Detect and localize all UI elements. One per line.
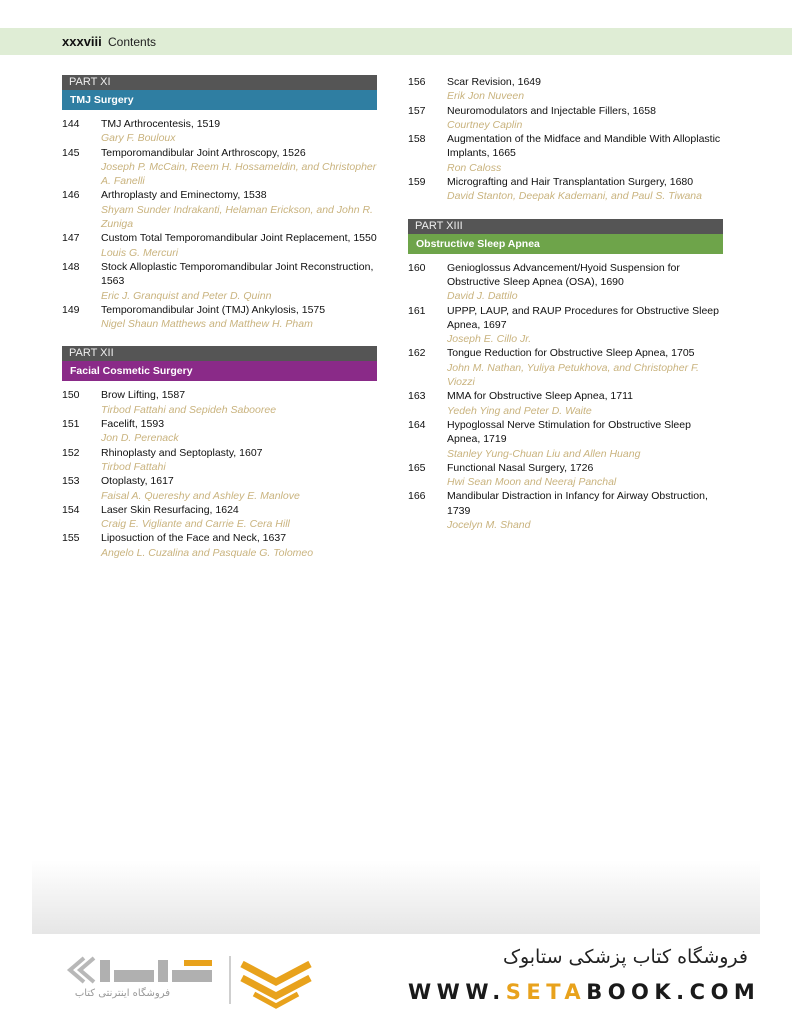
chapter-title: Micrografting and Hair Transplantation Surgery, 1680: [447, 176, 694, 189]
chapter-title: Liposuction of the Face and Neck, 1637: [101, 532, 287, 545]
chapter-title: Otoplasty, 1617: [101, 475, 174, 488]
url-part: B: [586, 980, 608, 1004]
setabook-logo: [64, 954, 314, 1010]
chapter-title: Tongue Reduction for Obstructive Sleep Apnea, 1705: [447, 347, 695, 360]
chapter-authors: Eric J. Granquist and Peter D. Quinn: [101, 289, 272, 302]
chapter-title: Custom Total Temporomandibular Joint Replacement, 1550: [101, 232, 377, 245]
chapter-authors: Hwi Sean Moon and Neeraj Panchal: [447, 476, 617, 489]
chapter-number: 153: [62, 475, 80, 488]
chapter-number: 148: [62, 260, 80, 273]
chapter-number: 146: [62, 189, 80, 202]
chapter-authors: Joseph E. Cillo Jr.: [447, 333, 532, 346]
part-label: PART XIII: [408, 219, 723, 234]
part-title: Obstructive Sleep Apnea: [408, 234, 723, 254]
chapter-authors: David Stanton, Deepak Kademani, and Paul S. Tiwana: [447, 190, 702, 203]
chapter-authors: Jon D. Perenack: [101, 432, 179, 445]
chapter-number: 156: [408, 76, 426, 88]
chapter-title: Scar Revision, 1649: [447, 76, 541, 88]
chapter-number: 152: [62, 446, 80, 459]
chapter-title: Temporomandibular Joint (TMJ) Ankylosis, 1575: [101, 303, 326, 316]
left-column: [62, 75, 377, 560]
chapter-title: Arthroplasty and Eminectomy, 1538: [101, 189, 267, 202]
chapter-title: Laser Skin Resurfacing, 1624: [101, 503, 239, 516]
chapter-title: Temporomandibular Joint Arthroscopy, 1526: [101, 146, 306, 159]
toc-entry: [62, 388, 377, 417]
chapter-title: Rhinoplasty and Septoplasty, 1607: [101, 446, 263, 459]
chapter-number: 149: [62, 303, 80, 316]
part-label: PART XII: [62, 346, 377, 361]
toc-entry: [62, 188, 377, 231]
toc-entry: [408, 132, 723, 175]
chapter-number: 150: [62, 389, 80, 402]
toc-entry: [408, 175, 723, 204]
chapter-number: 151: [62, 418, 80, 431]
logo-subtitle: فروشگاه اینترنتی کتاب: [74, 988, 170, 999]
part-header: [62, 75, 377, 110]
toc-entry: [408, 104, 723, 133]
chapter-title: Stock Alloplastic Temporomandibular Joint Reconstruction, 1563: [101, 260, 374, 288]
url-part: WWW.: [408, 980, 506, 1004]
toc-entry: [408, 389, 723, 418]
toc-entry: [62, 417, 377, 446]
chapter-authors: Gary F. Bouloux: [101, 132, 176, 145]
chapter-authors: Nigel Shaun Matthews and Matthew H. Pham: [101, 318, 313, 331]
toc-entry: [62, 231, 377, 260]
toc-entry: [408, 461, 723, 490]
toc-entry: [408, 75, 723, 104]
chapter-number: 155: [62, 532, 80, 545]
running-head: Contents: [108, 35, 157, 49]
toc-entry: [62, 260, 377, 303]
chapter-title: Genioglossus Advancement/Hyoid Suspension for Obstructive Sleep Apnea (OSA), 1690: [447, 261, 680, 288]
bottom-fade: [32, 860, 760, 934]
chapter-title: Hypoglossal Nerve Stimulation for Obstructive Sleep Apnea, 1719: [447, 418, 691, 446]
toc-entry: [62, 474, 377, 503]
toc-entry: [62, 531, 377, 560]
chapter-authors: Craig E. Vigliante and Carrie E. Cera Hill: [101, 518, 290, 531]
chapter-authors: Tirbod Fattahi: [101, 460, 166, 473]
chapter-number: 159: [408, 176, 426, 189]
chapter-number: 165: [408, 461, 426, 474]
chapter-authors: Joseph P. McCain, Reem H. Hossameldin, and Christopher A. Fanelli: [101, 160, 377, 188]
chapter-number: 158: [408, 133, 426, 146]
shop-name: فروشگاه کتاب پزشکی ستابوک: [502, 946, 748, 968]
chapter-number: 162: [408, 347, 426, 360]
chapter-number: 166: [408, 490, 426, 503]
chapter-authors: Louis G. Mercuri: [101, 246, 179, 259]
part-label: PART XI: [62, 75, 377, 90]
chapter-authors: Angelo L. Cuzalina and Pasquale G. Tolomeo: [101, 546, 314, 559]
toc-entry: [408, 261, 723, 304]
part-title: Facial Cosmetic Surgery: [62, 361, 377, 381]
logo-graphic: [64, 954, 314, 1010]
chapter-number: 164: [408, 418, 426, 431]
chapter-number: 154: [62, 503, 80, 516]
toc-entry: [62, 303, 377, 332]
chapter-title: Brow Lifting, 1587: [101, 389, 186, 402]
toc-entry: [408, 489, 723, 532]
chapter-authors: Erik Jon Nuveen: [447, 90, 525, 103]
chapter-number: 147: [62, 232, 80, 245]
toc-entry: [408, 346, 723, 389]
part-title: TMJ Surgery: [62, 90, 377, 110]
chapter-title: Facelift, 1593: [101, 418, 165, 431]
chapter-authors: Yedeh Ying and Peter D. Waite: [447, 404, 592, 417]
chapter-number: 157: [408, 104, 426, 117]
toc-entry: [62, 503, 377, 532]
toc-entry: [62, 446, 377, 475]
toc-entry: [408, 418, 723, 461]
chapter-number: 145: [62, 146, 80, 159]
right-column: [408, 75, 723, 532]
toc-entry: [62, 146, 377, 189]
chapter-authors: Jocelyn M. Shand: [447, 519, 531, 532]
chapter-title: Mandibular Distraction in Infancy for Airway Obstruction, 1739: [447, 490, 708, 517]
chapter-authors: Courtney Caplin: [447, 118, 523, 131]
chapter-title: Functional Nasal Surgery, 1726: [447, 461, 594, 474]
chapter-title: Neuromodulators and Injectable Fillers, 1658: [447, 104, 656, 117]
chapter-authors: Faisal A. Quereshy and Ashley E. Manlove: [101, 489, 300, 502]
chapter-number: 144: [62, 118, 80, 130]
chapter-authors: John M. Nathan, Yuliya Petukhova, and Christopher F. Viozzi: [447, 361, 699, 389]
chapter-title: Augmentation of the Midface and Mandible With Alloplastic Implants, 1665: [447, 133, 721, 160]
chapter-authors: Ron Caloss: [447, 161, 502, 174]
shop-url[interactable]: [408, 980, 761, 1004]
chapter-number: 160: [408, 261, 426, 274]
url-part: OOK.COM: [607, 980, 761, 1004]
part-header: [408, 219, 723, 254]
chapter-authors: Shyam Sunder Indrakanti, Helaman Erickson, and John R. Zuniga: [101, 203, 373, 231]
chapter-number: 161: [408, 304, 426, 317]
url-part-highlight: SETA: [505, 980, 587, 1004]
chapter-authors: David J. Dattilo: [447, 290, 518, 303]
toc-entry: [62, 117, 377, 146]
page-number: xxxviii: [62, 34, 102, 49]
chapter-authors: Stanley Yung-Chuan Liu and Allen Huang: [447, 447, 641, 460]
chapter-authors: Tirbod Fattahi and Sepideh Sabooree: [101, 403, 277, 416]
toc-entry: [408, 304, 723, 347]
chapter-title: TMJ Arthrocentesis, 1519: [101, 118, 221, 130]
part-header: [62, 346, 377, 381]
chapter-title: UPPP, LAUP, and RAUP Procedures for Obstructive Sleep Apnea, 1697: [447, 304, 719, 331]
chapter-number: 163: [408, 390, 426, 403]
chapter-title: MMA for Obstructive Sleep Apnea, 1711: [447, 390, 633, 403]
